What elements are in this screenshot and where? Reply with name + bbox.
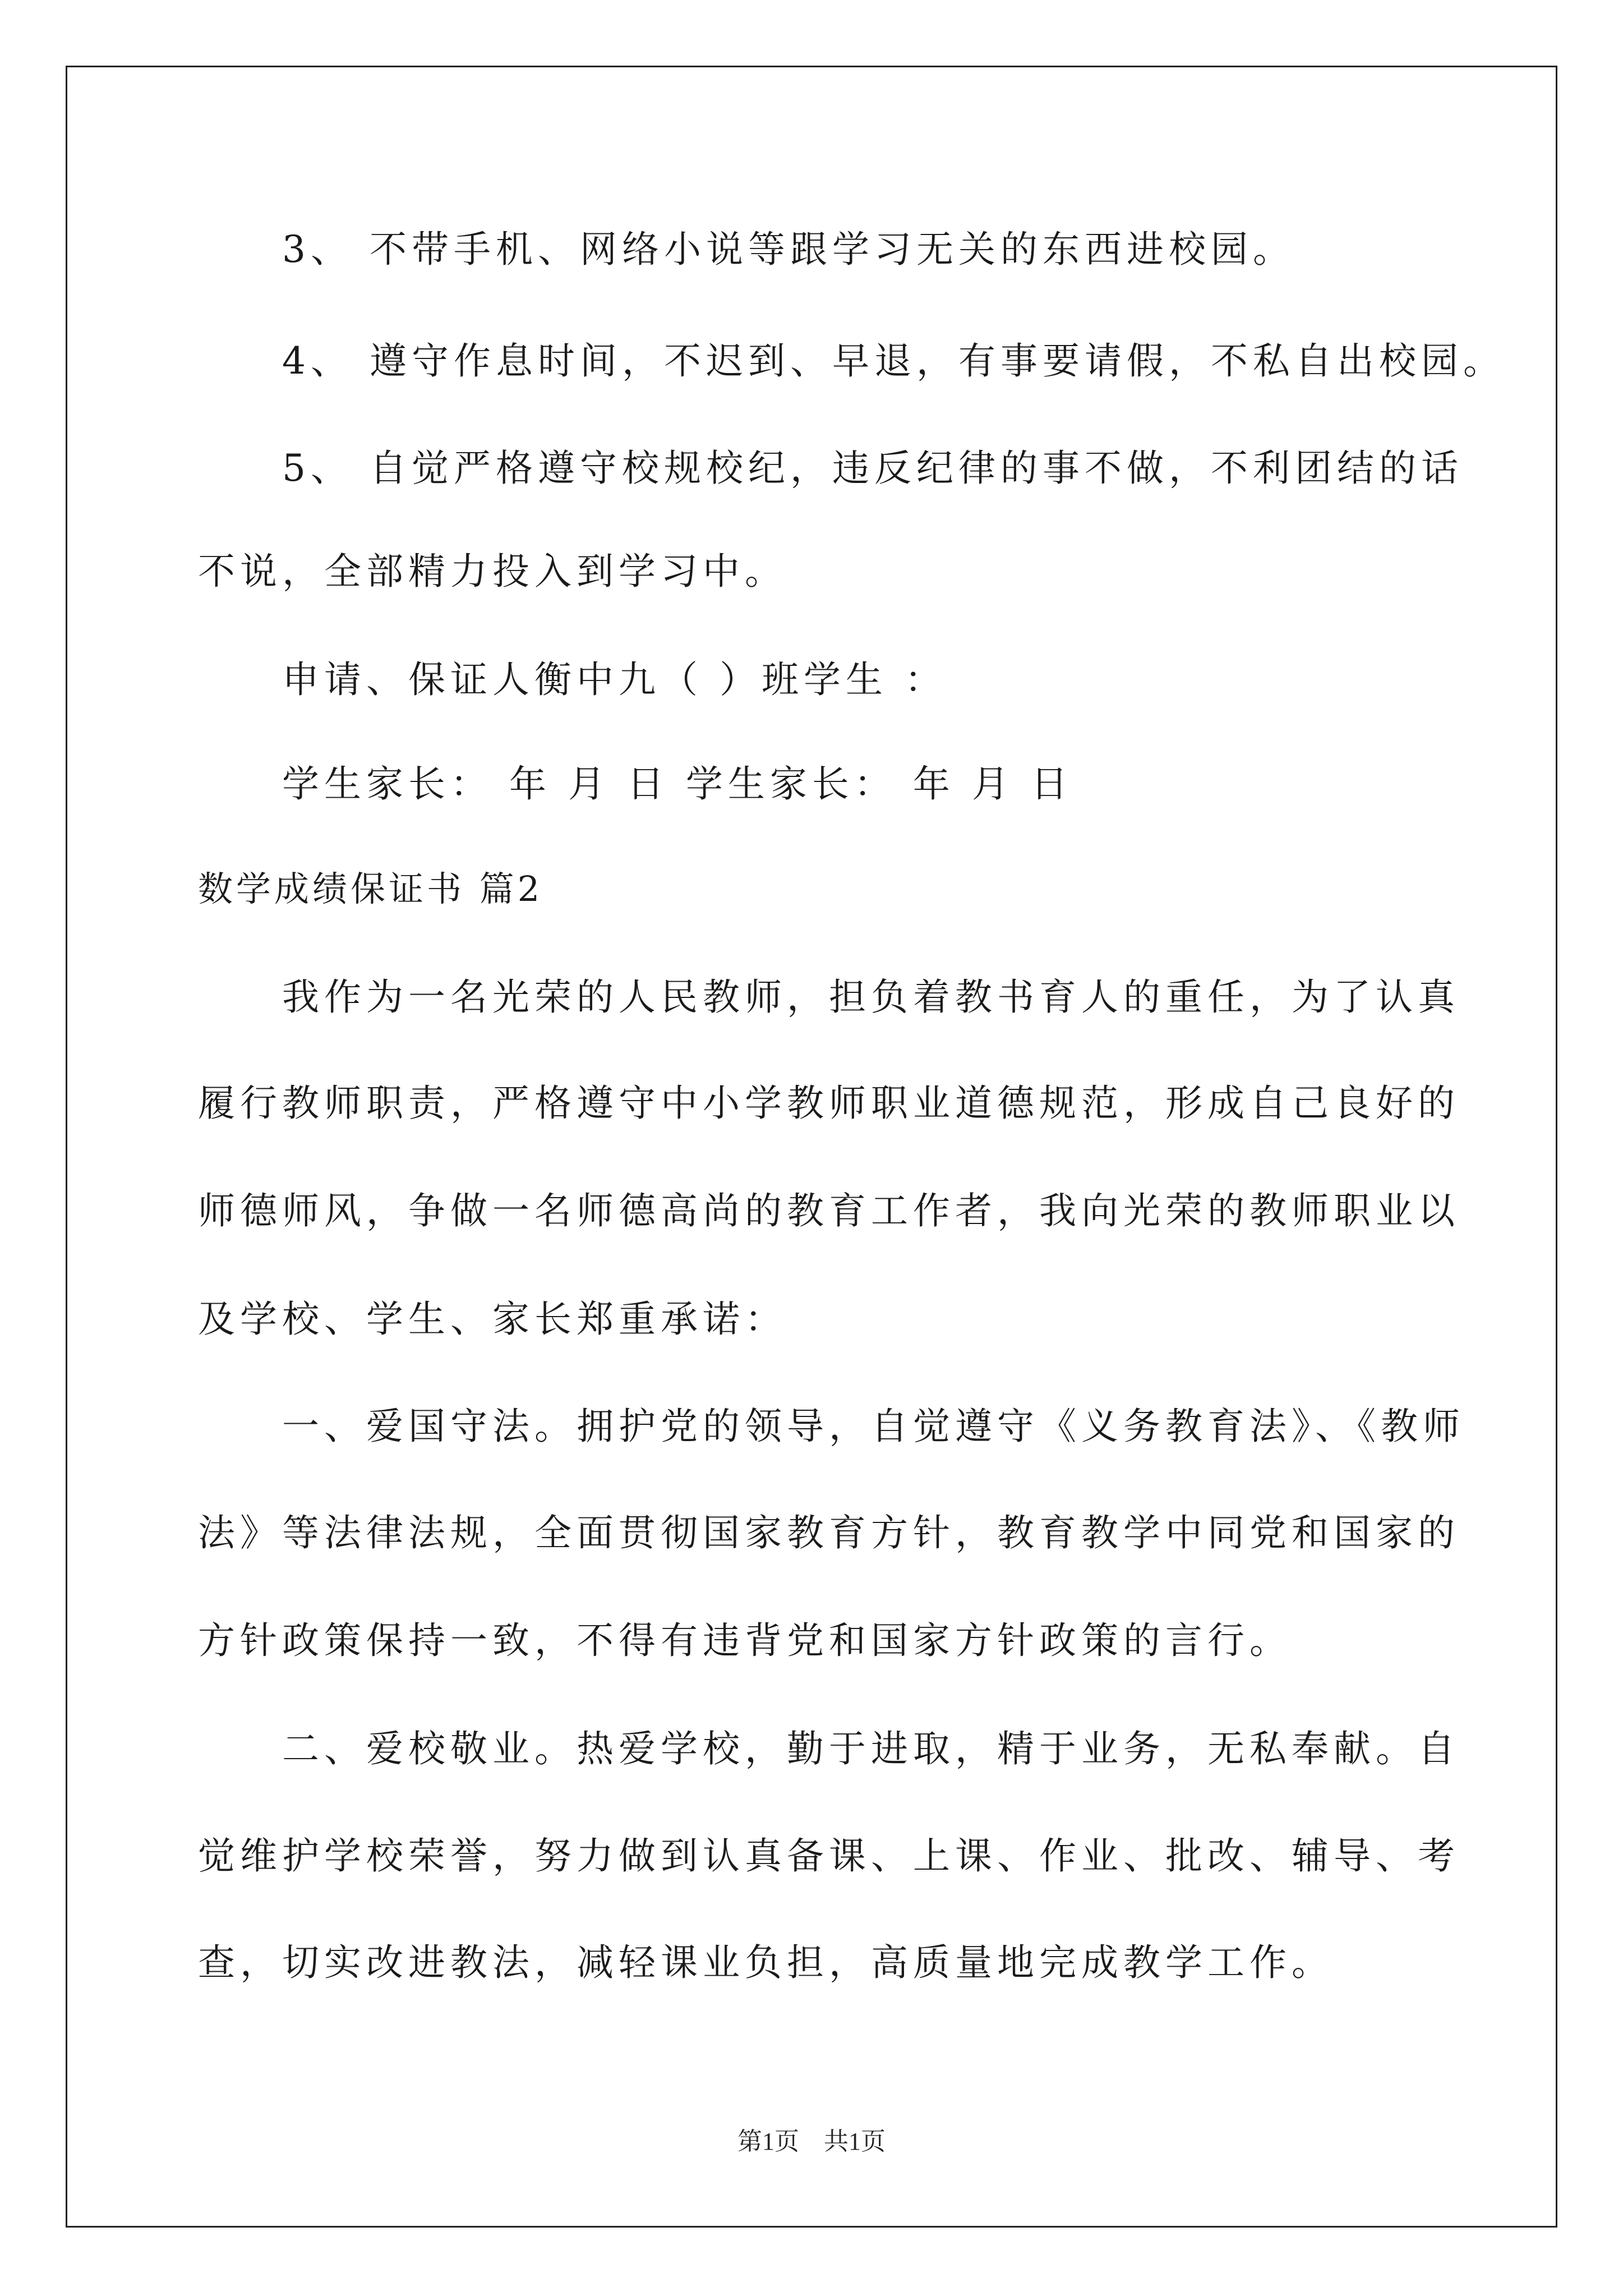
paragraph-2-line-2: 法》等法律法规，全面贯彻国家教育方针，教育教学中同党和国家的 <box>198 1511 1460 1554</box>
paragraph-1-line-4: 及学校、学生、家长郑重承诺： <box>198 1297 787 1341</box>
rule-item-4: 4、 遵守作息时间，不迟到、早退，有事要请假，不私自出校园。 <box>282 339 1505 383</box>
paragraph-1-line-2: 履行教师职责，严格遵守中小学教师职业道德规范，形成自己良好的 <box>198 1082 1460 1125</box>
paragraph-3-line-3: 查，切实改进教法，减轻课业负担，高质量地完成教学工作。 <box>198 1941 1334 1984</box>
paragraph-2-line-3: 方针政策保持一致，不得有违背党和国家方针政策的言行。 <box>198 1619 1292 1662</box>
page-border <box>66 66 1557 2228</box>
paragraph-1-line-1: 我作为一名光荣的人民教师，担负着教书育人的重任，为了认真 <box>282 976 1460 1019</box>
page-number: 第1页 共1页 <box>737 2128 886 2155</box>
rule-item-3: 3、 不带手机、网络小说等跟学习无关的东西进校园。 <box>282 228 1295 271</box>
paragraph-1-line-3: 师德师风，争做一名师德高尚的教育工作者，我向光荣的教师职业以 <box>198 1189 1460 1232</box>
paragraph-3-line-2: 觉维护学校荣誉，努力做到认真备课、上课、作业、批改、辅导、考 <box>198 1834 1460 1878</box>
section-heading: 数学成绩保证书 篇2 <box>198 868 543 909</box>
paragraph-3-line-1: 二、爱校敬业。热爱学校，勤于进取，精于业务，无私奉献。自 <box>282 1727 1460 1770</box>
rule-item-5-line-2: 不说，全部精力投入到学习中。 <box>198 550 787 593</box>
parent-signature-line: 学生家长： 年 月 日 学生家长： 年 月 日 <box>282 762 1073 806</box>
rule-item-5-line-1: 5、 自觉严格遵守校规校纪，违反纪律的事不做，不利团结的话 <box>282 447 1463 490</box>
paragraph-2-line-1: 一、爱国守法。拥护党的领导，自觉遵守《义务教育法》、《教师 <box>282 1405 1465 1448</box>
applicant-line: 申请、保证人衡中九（ ）班学生 ： <box>282 658 947 701</box>
